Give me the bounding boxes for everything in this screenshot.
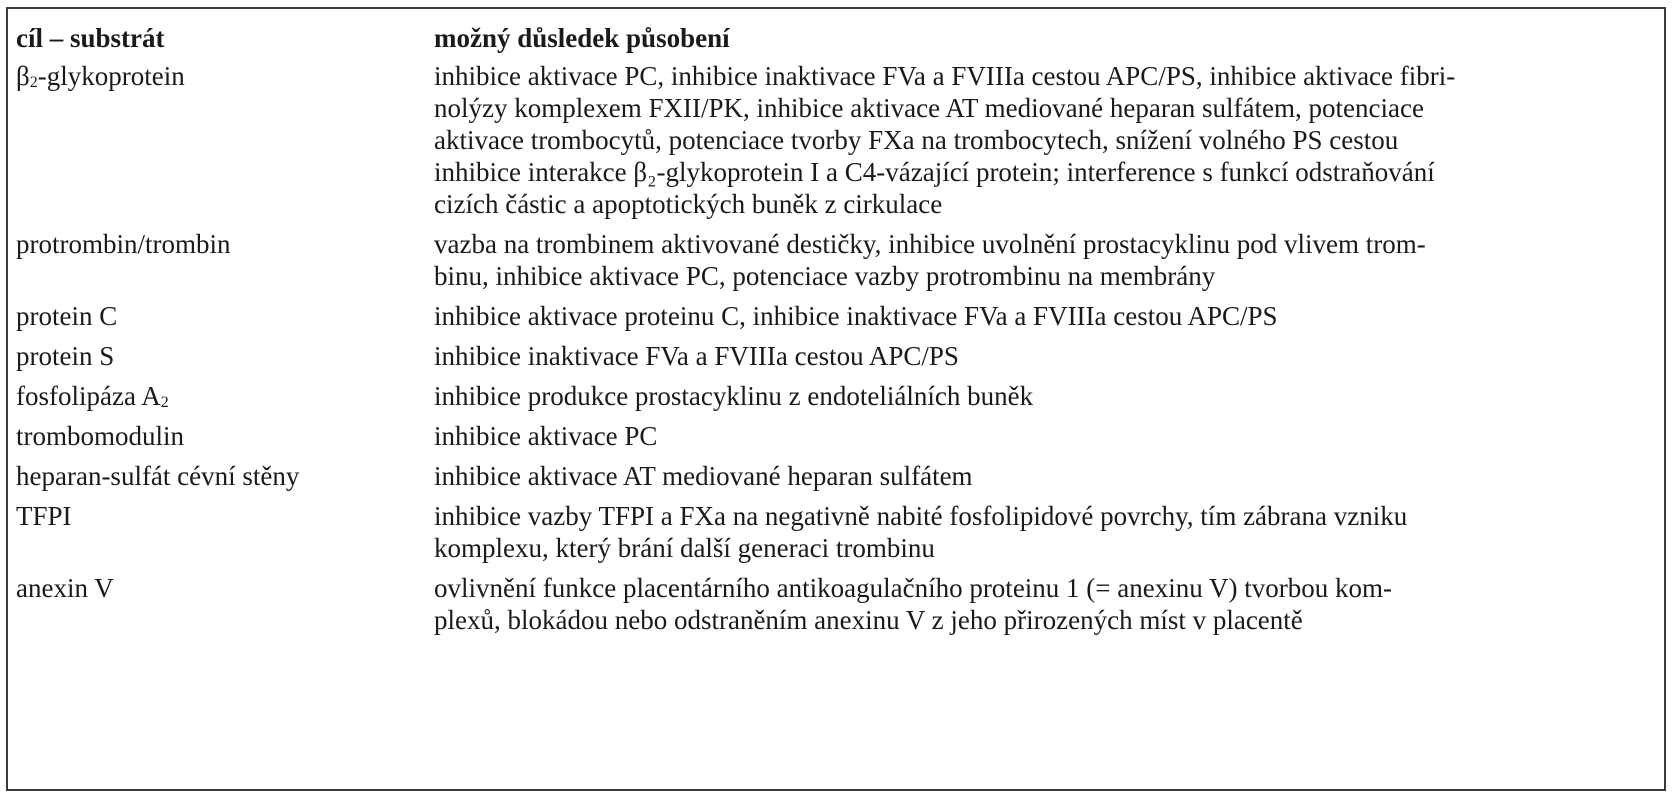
table-row: [8, 60, 1634, 228]
row-target-cell: $\beta_2$-glykoprotein: [16, 61, 185, 91]
table-header-row: [8, 22, 1634, 60]
row-effect-cell: inhibice aktivace PC: [434, 421, 658, 451]
table-row: [8, 500, 1634, 572]
row-target-cell: protrombin/trombin: [16, 229, 231, 259]
table-row: [8, 228, 1634, 300]
table-row: [8, 340, 1634, 380]
row-target-cell: protein S: [16, 341, 115, 371]
table-row: [8, 420, 1634, 460]
row-effect-cell: inhibice aktivace proteinu C, inhibice inaktivace FVa a FVIIIa cestou APC/PS: [434, 301, 1278, 331]
column-header-target: cíl – substrát: [16, 23, 165, 53]
row-effect-cell: inhibice inaktivace FVa a FVIIIa cestou APC/PS: [434, 341, 959, 371]
row-effect-cell: vazba na trombinem aktivované destičky, inhibice uvolnění prostacyklinu pod vlivem trom- binu, inhibice aktivace PC, potenciace vazby protrombinu na membrány: [434, 229, 1426, 291]
row-target-cell: protein C: [16, 301, 118, 331]
table-row: [8, 572, 1634, 644]
table-row: [8, 460, 1634, 500]
row-effect-cell: inhibice aktivace AT mediované heparan sulfátem: [434, 461, 973, 491]
row-target-cell: fosfolipáza $A_2$: [16, 381, 169, 411]
column-header-effect: možný důsledek působení: [434, 23, 730, 53]
row-target-cell: trombomodulin: [16, 421, 184, 451]
row-target-cell: heparan-sulfát cévní stěny: [16, 461, 300, 491]
row-effect-cell: inhibice vazby TFPI a FXa na negativně nabité fosfolipidové povrchy, tím zábrana vzniku komplexu, který brání další generaci trombinu: [434, 501, 1408, 563]
row-target-cell: TFPI: [16, 501, 72, 531]
row-effect-cell: inhibice aktivace PC, inhibice inaktivace FVa a FVIIIa cestou APC/PS, inhibice aktivace fibri- nolýzy komplexem FXII/PK, inhibice aktivace AT mediované heparan sulfátem, potenciace aktivace trombocytů, potenciace tvorby FXa na trombocytech, snížení volného PS cestou inhibice interakce β₂-glykoprotein I a C4-vázající protein; interference s funkcí odstraňování cizích částic a apoptotických buněk z cirkulace: [434, 61, 1456, 219]
row-effect-cell: inhibice produkce prostacyklinu z endoteliálních buněk: [434, 381, 1034, 411]
row-effect-cell: ovlivnění funkce placentárního antikoagulačního proteinu 1 (= anexinu V) tvorbou kom- plexů, blokádou nebo odstraněním anexinu V z jeho přirozených míst v placentě: [434, 573, 1392, 635]
antiphospholipid-targets-table: [8, 22, 1634, 644]
table-row: [8, 300, 1634, 340]
table-row: [8, 380, 1634, 420]
row-target-cell: anexin V: [16, 573, 114, 603]
